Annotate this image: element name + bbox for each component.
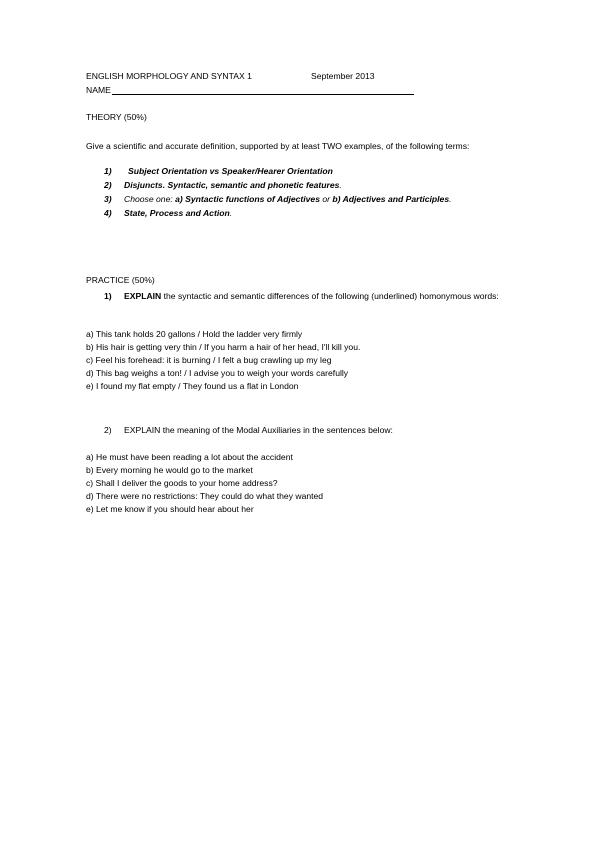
- list-item: e) I found my flat empty / They found us a flat in London: [86, 381, 299, 391]
- list-item: c) Shall I deliver the goods to your home address?: [86, 478, 278, 488]
- question-2-examples: [86, 452, 323, 517]
- list-item: c) Feel his forehead: it is burning / I felt a bug crawling up my leg: [86, 355, 332, 365]
- term-text: .: [449, 194, 452, 204]
- list-item: b) Every morning he would go to the market: [86, 465, 253, 475]
- theory-instructions: Give a scientific and accurate definition, supported by at least TWO examples, of the following terms:: [86, 141, 470, 151]
- theory-terms-list: [104, 166, 452, 222]
- term-text: .: [339, 180, 342, 190]
- list-item: [104, 180, 452, 194]
- practice-question-1: [104, 290, 504, 303]
- list-item: [104, 194, 452, 208]
- term-text: Disjuncts: [124, 180, 163, 190]
- term-text: Choose one:: [124, 194, 176, 204]
- name-blank-line: [112, 85, 414, 95]
- list-item: [104, 208, 452, 222]
- exam-date: September 2013: [311, 71, 375, 81]
- question-text: [124, 290, 499, 303]
- name-field: [86, 85, 414, 95]
- question-rest: the syntactic and semantic differences of the following (underlined) homonymous words:: [161, 291, 499, 301]
- item-number: 1): [104, 166, 112, 176]
- list-item: a) This tank holds 20 gallons / Hold the ladder very firmly: [86, 329, 303, 339]
- term-text: or: [319, 194, 333, 204]
- term-text: State, Process and Action: [124, 208, 230, 218]
- list-item: [104, 166, 452, 180]
- list-item: a) He must have been reading a lot about the accident: [86, 452, 293, 462]
- list-item: d) This bag weighs a ton! / I advise you to weigh your words carefully: [86, 368, 349, 378]
- question-text: EXPLAIN the meaning of the Modal Auxiliaries in the sentences below:: [124, 425, 393, 435]
- practice-question-2: [104, 425, 393, 435]
- list-item: e) Let me know if you should hear about her: [86, 504, 254, 514]
- question-1-examples: [86, 329, 360, 394]
- term-text: b) Adjectives and Participles: [332, 194, 450, 204]
- item-number: 3): [104, 194, 112, 204]
- question-keyword: EXPLAIN: [124, 291, 162, 301]
- item-number: 2): [104, 180, 112, 190]
- list-item: d) There were no restrictions: They could do what they wanted: [86, 491, 324, 501]
- term-text: a) Syntactic functions of Adjectives: [175, 194, 320, 204]
- practice-heading: PRACTICE (50%): [86, 275, 155, 285]
- item-number: 4): [104, 208, 112, 218]
- term-text: . Syntactic, semantic and phonetic features: [162, 180, 340, 190]
- list-item: b) His hair is getting very thin / If you harm a hair of her head, I'll kill you.: [86, 342, 361, 352]
- item-number: 1): [104, 291, 112, 301]
- course-title: ENGLISH MORPHOLOGY AND SYNTAX 1: [86, 71, 252, 81]
- name-label: NAME: [86, 85, 111, 95]
- theory-heading: THEORY (50%): [86, 112, 147, 122]
- term-text: .: [229, 208, 233, 218]
- item-number: 2): [104, 425, 112, 435]
- term-text: Subject Orientation vs Speaker/Hearer Orientation: [128, 166, 333, 176]
